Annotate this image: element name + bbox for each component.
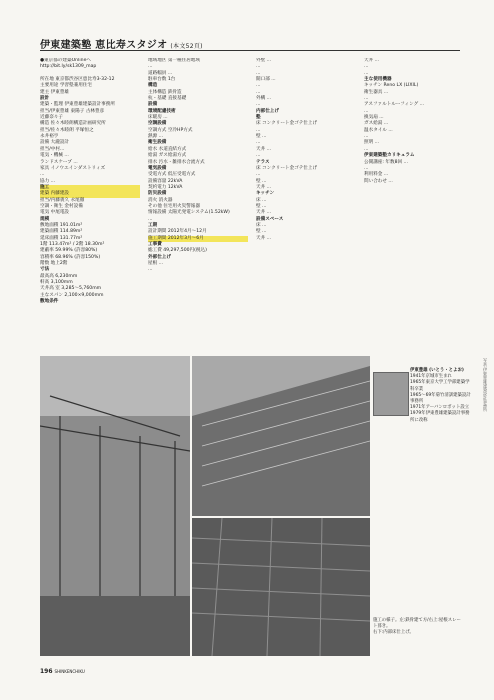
data-line: 建築面積 114.89m² xyxy=(40,229,83,235)
data-line: ... xyxy=(364,134,369,140)
data-line: 敷地面積 191.01m² xyxy=(40,222,83,228)
data-line: ... xyxy=(364,108,369,114)
photo-credit: 写真:伊東豊雄建築設計事務所 xyxy=(483,358,488,412)
data-line: ... xyxy=(364,96,369,102)
data-line: 電気・機械 ... xyxy=(40,153,69,159)
caption-line-2: 右下:内部床仕上げ。 xyxy=(373,630,414,635)
data-line: 階数 地上2階 xyxy=(40,261,68,266)
data-line: 寸法 xyxy=(40,267,50,273)
data-line: 主なスパン 2,100×9,000mm xyxy=(40,292,104,298)
data-line: ... xyxy=(256,83,261,89)
data-line: 伊東建築塾カリキュラム xyxy=(364,153,415,159)
data-line: 総工費 49,297,500円(税込) xyxy=(148,248,207,254)
data-line: 衛生器具 ... xyxy=(364,89,389,95)
data-line: ... xyxy=(148,267,153,273)
folio-label: SHINKENCHIKU xyxy=(54,669,85,674)
data-line: 床 ... xyxy=(256,197,267,203)
data-line: 1階 113.47m² / 2階 18.30m² xyxy=(40,241,105,247)
data-line: 天井 ... xyxy=(256,184,272,190)
data-line: 設計期間 2012年4月〜12月 xyxy=(148,229,207,235)
author-bio-line: 1965年東京大学工学部建築学科卒業 xyxy=(410,380,470,392)
data-line: 構造 佐々木睦朗構造計画研究所 xyxy=(40,121,106,127)
data-line: 空調設備 xyxy=(148,121,167,127)
data-line: 給水 水道直結方式 xyxy=(148,146,187,152)
data-line: ... xyxy=(40,172,45,178)
data-line: ... xyxy=(364,70,369,76)
data-line: 壁 ... xyxy=(256,229,267,235)
data-line: 壁 ... xyxy=(256,203,267,209)
data-line: 建蔽率 59.99% (許容80%) xyxy=(40,248,98,254)
data-line: 最高高 6,230mm xyxy=(40,273,78,279)
data-line: ランドスケープ ... xyxy=(40,159,78,165)
data-line: ... xyxy=(256,70,261,76)
data-line: 容積率 68.96% (許容150%) xyxy=(40,254,101,260)
data-line: 担当/中村... xyxy=(40,146,65,152)
data-column-3 xyxy=(256,58,356,242)
data-line: 設備スペース xyxy=(256,216,284,222)
data-line: 担当/伊東豊雄 東陽子 古林豊彦 xyxy=(40,108,105,114)
data-line: ... xyxy=(256,127,261,133)
construction-photo-right-top xyxy=(192,356,370,516)
data-sheet xyxy=(40,58,460,358)
data-column-1 xyxy=(40,58,140,305)
data-line: 駐車台数 1台 xyxy=(148,77,176,83)
data-line: ... xyxy=(364,64,369,70)
data-line: 照明 ... xyxy=(364,140,380,146)
data-line: 施工 xyxy=(40,185,140,191)
data-line: 給湯 ガス給湯方式 xyxy=(148,153,187,159)
data-line: 近藤奈々子 xyxy=(40,115,63,121)
data-line: 設備 大瀧設計 xyxy=(40,140,70,146)
data-line: 温水タイル ... xyxy=(364,127,393,133)
data-line: 排水 汚水・雑排水合流方式 xyxy=(148,159,205,165)
data-line: 天井高 室 3,285〜5,760mm xyxy=(40,286,102,292)
data-line: 問い合わせ ... xyxy=(364,178,393,184)
data-line: 主体構造 鉄骨造 xyxy=(148,89,182,95)
data-line: アスファルトルーフィング ... xyxy=(364,102,425,108)
data-line: 内部仕上げ xyxy=(256,108,279,114)
page-folio xyxy=(40,668,85,675)
author-bio-line: 1979年伊東豊雄建築設計事務所に改称 xyxy=(410,411,470,423)
data-column-2 xyxy=(148,58,248,274)
data-line: ... xyxy=(256,153,261,159)
data-line: 建主 伊東豊雄 xyxy=(40,89,70,95)
data-line: 敷地条件 xyxy=(40,299,59,305)
data-line: ... xyxy=(364,165,369,171)
data-line: その他 住宅用火災警報器 xyxy=(148,203,200,209)
data-line: テラス xyxy=(256,159,270,165)
data-line: 工期 xyxy=(148,222,158,228)
data-line: 天井 ... xyxy=(256,235,272,241)
data-line: 衛生設備 xyxy=(148,140,167,146)
data-line: 受電方式 低圧受電方式 xyxy=(148,172,196,178)
data-line: 軒高 3,100mm xyxy=(40,280,73,286)
data-line: 建築・監理 伊東豊雄建築設計事務所 xyxy=(40,102,115,108)
data-line: 床 コンクリート金ゴテ仕上げ xyxy=(256,121,318,127)
data-line: 設備容量 22kVA xyxy=(148,178,183,184)
data-line: 永井裕亨 xyxy=(40,134,59,140)
data-line: 建築 内藤建設 xyxy=(40,191,140,197)
data-line: 外壁 ... xyxy=(256,58,272,63)
data-line: 主な使用機器 xyxy=(364,77,392,83)
data-line: 情報設備 太陽光発電システム(1.52kW) xyxy=(148,210,230,216)
data-line: 所在地 東京都渋谷区恵比寿3-32-12 xyxy=(40,77,115,83)
data-line: 杭・基礎 直接基礎 xyxy=(148,96,187,102)
data-line: 公開講座: 年数8回 ... xyxy=(364,159,408,165)
data-line: 換気扇 ... xyxy=(364,115,384,121)
data-line: ... xyxy=(364,146,369,152)
author-name: 伊東豊雄 (いとう・とよお) xyxy=(410,368,464,373)
caption-line-1: 施工の様子。左:鉄骨建て方/右上:屋根スレート葺き。 xyxy=(373,618,461,629)
title-bar xyxy=(40,36,460,51)
data-line: 空調・衛生 金村設備 xyxy=(40,203,83,209)
data-line: キッチン xyxy=(256,191,275,197)
data-line: 契約電力 12kVA xyxy=(148,184,183,190)
author-bio-line: 1971年アーバンロボット設立 xyxy=(410,405,470,411)
data-line: 主要用途 学習塾兼用住宅 xyxy=(40,83,92,89)
data-line: 道路幅員 ... xyxy=(148,70,173,76)
data-line: 工事費 xyxy=(148,241,162,247)
data-column-4 xyxy=(364,58,460,185)
data-line: 担当/佐々木睦朗 平塚恒之 xyxy=(40,127,94,133)
data-line: 消火 消火器 xyxy=(148,197,173,203)
data-line: 協力 ... xyxy=(40,178,56,184)
data-line: 利用料金 ... xyxy=(364,172,389,178)
data-line: 担当/内藤義久 永尾徹 xyxy=(40,197,85,203)
data-line: 床 コンクリート金ゴテ仕上げ xyxy=(256,165,318,171)
author-portrait xyxy=(373,372,409,416)
data-line: 電気設備 xyxy=(148,165,167,171)
data-line: 環境配慮技術 xyxy=(148,108,176,114)
data-line: ... xyxy=(256,172,261,178)
data-line: 地域地区 第一種住居地域 xyxy=(148,58,200,63)
data-line: 施工期間 2012年3月〜6月 xyxy=(148,236,248,242)
author-profile xyxy=(410,368,472,424)
data-line: 空調方式 空冷HP方式 xyxy=(148,127,193,133)
data-line: ... xyxy=(256,89,261,95)
page-title xyxy=(40,36,203,51)
data-line: 家具 イノウエインダストリィズ xyxy=(40,165,106,171)
data-line: 延床面積 131.77m² xyxy=(40,235,83,241)
data-line: 壁 ... xyxy=(256,134,267,140)
author-bio-line: 1941年京城市生まれ xyxy=(410,374,452,380)
data-line: ... xyxy=(256,64,261,70)
construction-photo-left xyxy=(40,356,190,656)
author-bio xyxy=(410,374,472,424)
data-line: 床 ... xyxy=(256,222,267,228)
data-line: ... xyxy=(256,140,261,146)
title-note: (本文52頁) xyxy=(170,43,203,50)
construction-photo-left-image xyxy=(40,356,190,656)
data-line: http://bit.ly/sk1309_map xyxy=(40,64,97,70)
data-line: 設備 xyxy=(148,102,158,108)
data-line: 天井 ... xyxy=(256,146,272,152)
data-line: 外部仕上げ xyxy=(148,254,171,260)
data-line: 天井 ... xyxy=(364,58,380,63)
data-line: 電気 中尾電設 xyxy=(40,210,70,216)
data-line: ●東京都の建築Onlineへ xyxy=(40,58,91,63)
data-line: ... xyxy=(256,102,261,108)
construction-photo-right-bottom xyxy=(192,518,370,656)
author-bio-line: 1965〜69年菊竹清訓建築設計事務所 xyxy=(410,392,471,405)
data-line: ガス給湯 ... xyxy=(364,121,389,127)
data-line: 床暖房 ... xyxy=(148,115,168,121)
data-line: 壁 ... xyxy=(256,178,267,184)
data-line: ... xyxy=(148,64,153,70)
data-line: 構造 xyxy=(148,83,158,89)
title-text: 伊東建築塾 恵比寿スタジオ xyxy=(40,40,168,51)
data-line: 防災設備 xyxy=(148,191,167,197)
data-line: 塾 xyxy=(256,115,261,121)
data-line: 屋根 ... xyxy=(148,261,164,266)
data-line: 開口部 ... xyxy=(256,77,276,83)
data-line: 設計 xyxy=(40,96,50,102)
data-line: ... xyxy=(148,216,153,222)
construction-photo-right-bottom-image xyxy=(192,518,370,656)
page-number: 196 xyxy=(40,668,53,675)
photo-caption xyxy=(373,618,465,636)
data-line: 熱源 ... xyxy=(148,134,164,140)
data-line: 天井 ... xyxy=(256,210,272,216)
data-line: 規模 xyxy=(40,216,50,222)
construction-photo-right-top-image xyxy=(192,356,370,516)
data-line: キッチン Reno LX (LIXIL) xyxy=(364,83,419,89)
data-line: 外構 ... xyxy=(256,96,272,102)
